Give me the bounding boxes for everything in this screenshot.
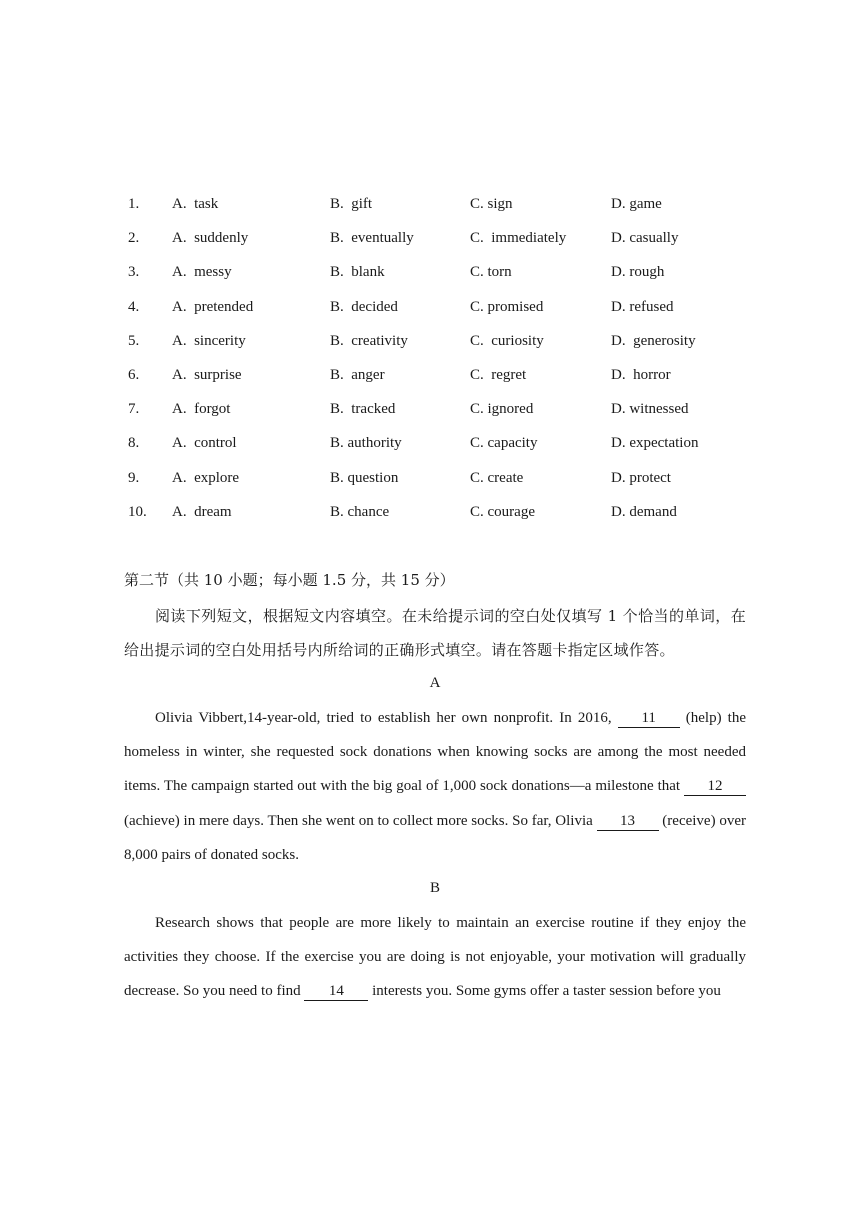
option-b: B. question [330, 469, 399, 486]
choice-row [128, 430, 768, 464]
option-a: A. explore [172, 469, 240, 486]
option-d: D. expectation [611, 435, 699, 452]
option-d: D. protect [611, 469, 671, 486]
choice-row [128, 499, 768, 533]
option-a: A. messy [172, 264, 232, 281]
option-c: C. capacity [470, 435, 538, 452]
passage-a [124, 701, 746, 872]
option-d: D. demand [611, 503, 677, 520]
blank-11: 11 [618, 709, 680, 728]
blank-13: 13 [597, 812, 659, 831]
option-b: B. anger [330, 366, 385, 383]
question-number: 9. [128, 469, 140, 486]
blank-14: 14 [304, 982, 368, 1001]
question-number: 6. [128, 366, 140, 383]
choice-row [128, 328, 768, 362]
choice-row [128, 191, 768, 225]
option-a: A. sincerity [172, 332, 246, 349]
choice-row [128, 294, 768, 328]
question-number: 3. [128, 264, 140, 281]
choice-row [128, 259, 768, 293]
question-number: 10. [128, 503, 147, 520]
choice-row [128, 396, 768, 430]
option-d: D. rough [611, 264, 665, 281]
option-a: A. control [172, 435, 237, 452]
multiple-choice-options [128, 191, 768, 533]
option-c: C. regret [470, 366, 527, 383]
passage-text: (help) the homeless in winter, she requested sock donations when knowing socks are among the most needed items. The campaign started out with the big goal of 1,000 sock donations—a milestone that [124, 710, 747, 795]
question-number: 4. [128, 298, 140, 315]
option-a: A. suddenly [172, 230, 249, 247]
option-c: C. torn [470, 264, 512, 281]
passage-text: (achieve) in mere days. Then she went on to collect more socks. So far, Olivia [124, 812, 597, 829]
option-b: B. chance [330, 503, 390, 520]
option-d: D. casually [611, 230, 679, 247]
option-c: C. create [470, 469, 524, 486]
option-a: A. surprise [172, 366, 242, 383]
question-number: 7. [128, 401, 140, 418]
option-b: B. gift [330, 196, 373, 212]
passage-b [124, 906, 746, 1009]
passage-b-label: B [429, 880, 440, 896]
option-d: D. game [611, 196, 662, 212]
option-a: A. dream [172, 503, 232, 520]
option-b: B. blank [330, 264, 385, 281]
option-b: B. creativity [330, 332, 408, 349]
option-a: A. task [172, 196, 219, 212]
blank-12: 12 [684, 777, 746, 796]
passage-a-label: A [429, 675, 441, 691]
option-b: B. eventually [330, 230, 414, 247]
section-instructions: 阅读下列短文，根据短文内容填空。在未给提示词的空白处仅填写 1 个恰当的单词，在给出提示词的空白处用括号内所给词的正确形式填空。请在答题卡指定区域作答。 [124, 607, 746, 659]
option-d: D. horror [611, 366, 671, 383]
section-heading: 第二节（共 10 小题；每小题 1.5 分，共 15 分） [124, 571, 455, 589]
option-b: B. decided [330, 298, 398, 315]
passage-text: (receive) over 8,000 pairs of donated socks. [124, 812, 746, 863]
question-number: 2. [128, 230, 140, 247]
option-b: B. tracked [330, 401, 396, 418]
choice-row [128, 225, 768, 259]
option-d: D. refused [611, 298, 674, 315]
option-c: C. sign [470, 196, 513, 212]
option-c: C. immediately [470, 230, 567, 247]
passage-text: interests you. Some gyms offer a taster session before you [368, 983, 721, 1000]
question-number: 5. [128, 332, 140, 349]
option-a: A. forgot [172, 401, 231, 418]
option-d: D. witnessed [611, 401, 689, 418]
question-number: 8. [128, 435, 140, 452]
option-c: C. ignored [470, 401, 534, 418]
option-c: C. courage [470, 503, 535, 520]
option-a: A. pretended [172, 298, 254, 315]
choice-row [128, 465, 768, 499]
question-number: 1. [128, 196, 140, 212]
option-c: C. curiosity [470, 332, 544, 349]
passage-text: Olivia Vibbert,14-year-old, tried to establish her own nonprofit. In 2016, [155, 710, 618, 726]
option-d: D. generosity [611, 332, 696, 349]
option-b: B. authority [330, 435, 402, 452]
passage-text: Research shows that people are more likely to maintain an exercise routine if they enjoy the activities they choose. If the exercise you are doing is not enjoyable, your motivation will gradually decrease. So you need to find [124, 915, 746, 1000]
choice-row [128, 362, 768, 396]
option-c: C. promised [470, 298, 544, 315]
